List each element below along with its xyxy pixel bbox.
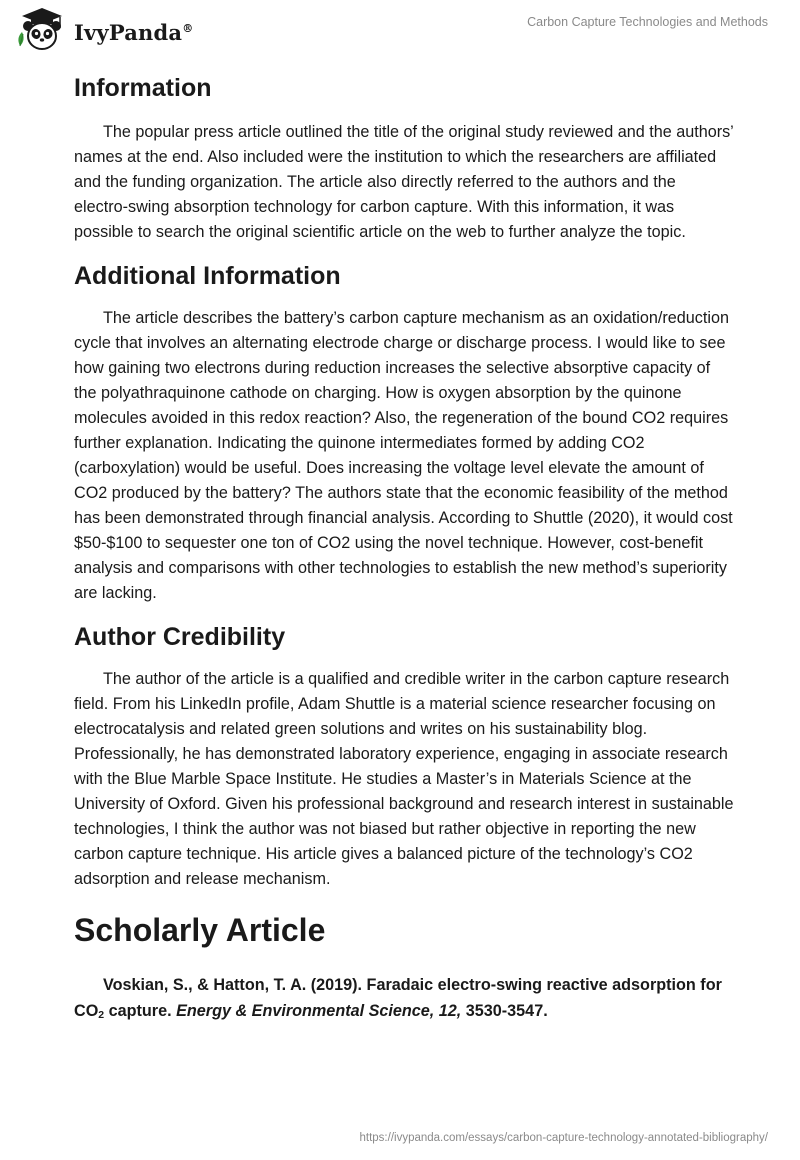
registered-mark: ®	[182, 21, 194, 35]
heading-information: Information	[74, 74, 212, 102]
footer-source-url[interactable]: https://ivypanda.com/essays/carbon-capture-technology-annotated-bibliography/	[359, 1132, 768, 1144]
paragraph-information: The popular press article outlined the title of the original study reviewed and the authors’ names at the end. Also included were the institution to which the researchers are affiliated and the funding organization. The article also directly referred to the authors and the electro-swing absorption technology for carbon capture. With this information, it was possible to search the original scientific article on the web to further analyze the topic.	[74, 123, 734, 241]
citation-journal: Energy & Environmental Science, 12,	[176, 1002, 462, 1020]
heading-additional-information: Additional Information	[74, 262, 341, 290]
page-header	[0, 0, 800, 60]
citation-authors-title: Voskian, S., & Hatton, T. A. (2019). Faradaic electro-swing reactive adsorption for CO	[74, 976, 722, 1020]
paragraph-author-credibility: The author of the article is a qualified and credible writer in the carbon capture research field. From his LinkedIn profile, Adam Shuttle is a material science researcher focusing on electrocatalysis and related green solutions and writes on his sustainability blog. Professionally, he has demonstrated laboratory experience, engaging in associate research with the Blue Marble Space Institute. He studies a Master’s in Materials Science at the University of Oxford. Given his professional background and research interest in sustainable technologies, I think the author was not biased but rather objective in reporting the new carbon capture technique. His article gives a balanced picture of the technology’s CO2 adsorption and release mechanism.	[74, 670, 734, 888]
citation	[74, 972, 734, 1028]
paragraph-additional-information: The article describes the battery’s carbon capture mechanism as an oxidation/reduction cycle that involves an alternating electrode charge or discharge process. I would like to see how gaining two electrons during reduction increases the selective absorptive capacity of the polyathraquinone cathode on charging. How is oxygen absorption by the quinone molecules avoided in this redox reaction? Also, the regeneration of the bound CO2 requires further explanation. Indicating the quinone intermediates formed by adding CO2 (carboxylation) would be useful. Does increasing the voltage level elevate the amount of CO2 produced by the battery? The authors state that the economic feasibility of the method has been demonstrated through financial analysis. According to Shuttle (2020), it would cost $50-$100 to sequester one ton of CO2 using the novel technique. However, cost-benefit analysis and comparisons with other technologies to establish the new method’s superiority are lacking.	[74, 309, 733, 602]
citation-pages: 3530-3547.	[461, 1002, 548, 1020]
heading-author-credibility: Author Credibility	[74, 623, 286, 651]
panda-graduate-logo-icon	[14, 6, 70, 54]
ivypanda-logo[interactable]	[14, 6, 193, 54]
heading-scholarly-article: Scholarly Article	[74, 912, 326, 948]
brand-name: IvyPanda®	[74, 19, 194, 45]
citation-title-end: capture.	[104, 1002, 177, 1020]
essay-content	[74, 70, 734, 1028]
document-title: Carbon Capture Technologies and Methods	[527, 15, 768, 29]
citation-subscript: 2	[98, 1009, 105, 1021]
